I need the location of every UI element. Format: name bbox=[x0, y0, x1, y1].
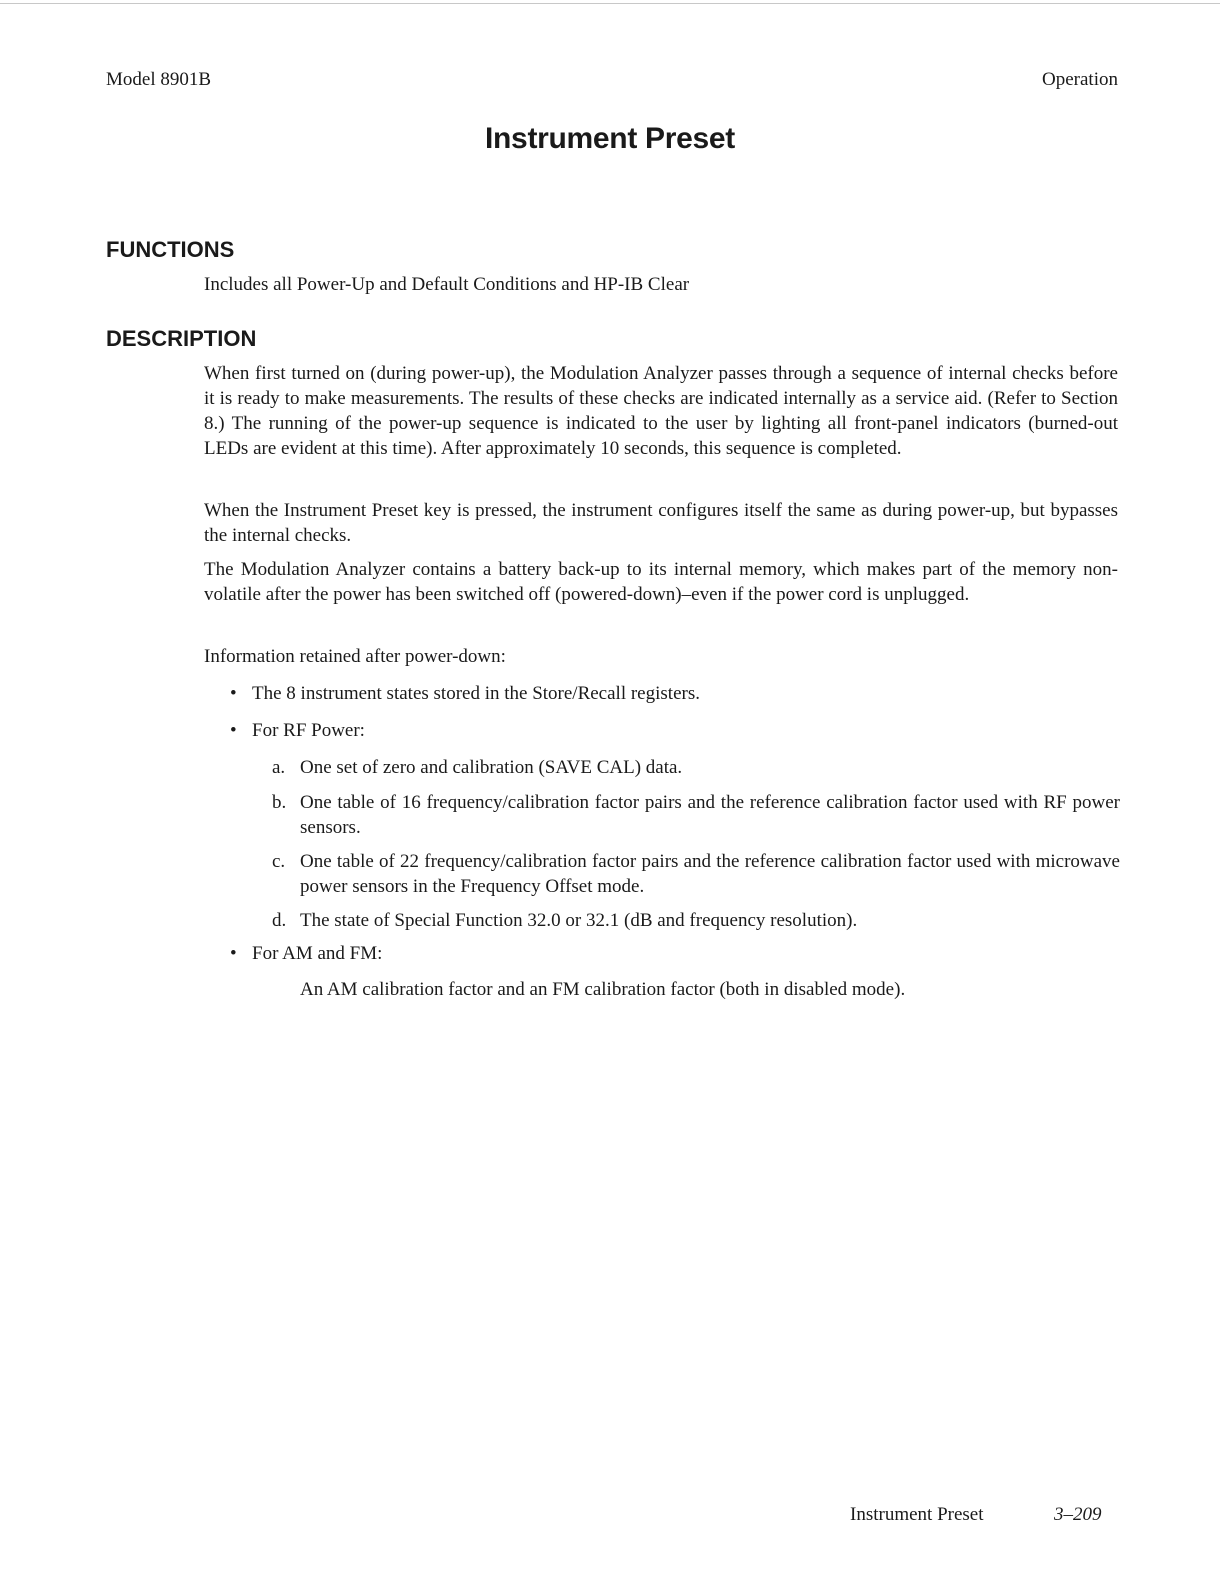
list-marker: b. bbox=[272, 792, 287, 813]
description-paragraph-3: The Modulation Analyzer contains a battery back-up to its internal memory, which makes part of the memory non-volatile after the power has been switched off (powered-down)–even if the power cord is unplugged. bbox=[204, 559, 1118, 605]
bullet-text: The 8 instrument states stored in the Store/Recall registers. bbox=[252, 683, 700, 704]
list-marker: a. bbox=[272, 757, 286, 778]
page-top-rule bbox=[0, 3, 1220, 4]
list-item-text: One table of 22 frequency/calibration factor pairs and the reference calibration factor used with microwave power sensors in the Frequency Offset mode. bbox=[300, 851, 1120, 897]
functions-heading: FUNCTIONS bbox=[106, 237, 235, 262]
list-marker: d. bbox=[272, 910, 287, 931]
bullet-dot-icon: • bbox=[230, 683, 237, 704]
footer-label: Instrument Preset bbox=[850, 1504, 984, 1525]
page-title: Instrument Preset bbox=[485, 122, 735, 155]
description-heading: DESCRIPTION bbox=[106, 326, 257, 351]
bullet-item bbox=[230, 718, 1120, 743]
rf-list-item bbox=[272, 790, 1120, 840]
header-model: Model 8901B bbox=[106, 69, 212, 90]
description-paragraph-4: Information retained after power-down: bbox=[204, 646, 506, 667]
bullet-dot-icon: • bbox=[230, 720, 237, 741]
page-number: 3–209 bbox=[1054, 1504, 1102, 1525]
list-item-text: One table of 16 frequency/calibration factor pairs and the reference calibration factor used with RF power sensors. bbox=[300, 792, 1120, 838]
am-fm-text: An AM calibration factor and an FM calibration factor (both in disabled mode). bbox=[300, 979, 906, 1000]
rf-list-item bbox=[272, 908, 1120, 933]
bullet-dot-icon: • bbox=[230, 943, 237, 964]
list-item-text: One set of zero and calibration (SAVE CAL) data. bbox=[300, 757, 683, 778]
bullet-item bbox=[230, 941, 1120, 966]
functions-text: Includes all Power-Up and Default Conditions and HP-IB Clear bbox=[204, 274, 690, 295]
bullet-text: For RF Power: bbox=[252, 720, 365, 741]
bullet-text: For AM and FM: bbox=[252, 943, 383, 964]
bullet-item bbox=[230, 681, 1120, 706]
list-item-text: The state of Special Function 32.0 or 32.1 (dB and frequency resolution). bbox=[300, 910, 858, 931]
description-paragraph-2: When the Instrument Preset key is pressed, the instrument configures itself the same as during power-up, but bypasses the internal checks. bbox=[204, 500, 1118, 546]
header-section: Operation bbox=[1042, 69, 1118, 90]
description-paragraph-1: When first turned on (during power-up), the Modulation Analyzer passes through a sequence of internal checks before it is ready to make measurements. The results of these checks are indicated internally as a service aid. (Refer to Section 8.) The running of the power-up sequence is indicated to the user by lighting all front-panel indicators (burned-out LEDs are evident at this time). After approximately 10 seconds, this sequence is completed. bbox=[204, 363, 1118, 459]
rf-list-item bbox=[272, 755, 1120, 780]
rf-list-item bbox=[272, 849, 1120, 899]
list-marker: c. bbox=[272, 851, 286, 872]
